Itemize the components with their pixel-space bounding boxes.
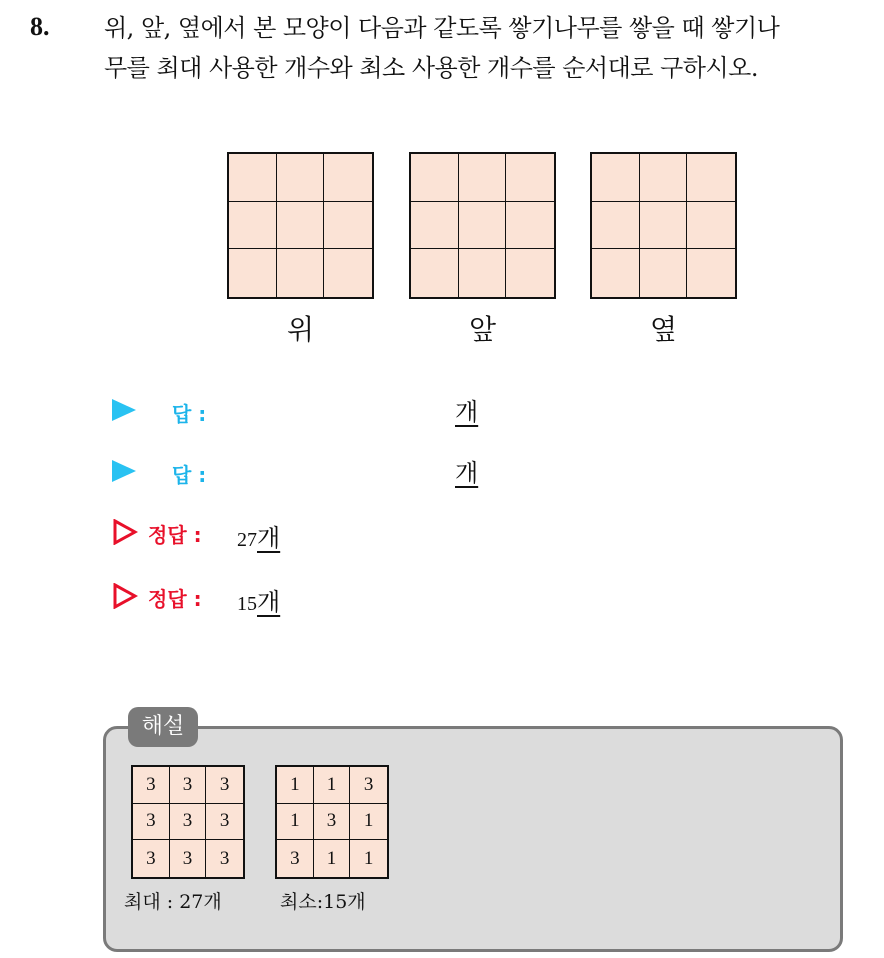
answer-label-2: 답 : xyxy=(172,463,207,487)
question-line-1: 위, 앞, 옆에서 본 모양이 다음과 같도록 쌓기나무를 쌓을 때 쌓기나 xyxy=(104,14,780,42)
max-cell: 3 xyxy=(133,767,170,804)
min-cell: 1 xyxy=(350,804,387,841)
solution-tab: 해설 xyxy=(128,707,198,747)
answer-label-1: 답 : xyxy=(172,402,207,426)
answer-arrow-icon xyxy=(112,460,136,482)
top-view-grid xyxy=(227,152,374,299)
max-cell: 3 xyxy=(206,767,243,804)
max-count-grid xyxy=(131,765,245,879)
max-cell: 3 xyxy=(170,840,207,877)
min-cell: 1 xyxy=(314,840,351,877)
question-text xyxy=(104,8,874,88)
min-cell: 3 xyxy=(277,840,314,877)
correct-answer-1 xyxy=(237,518,280,553)
min-cell: 3 xyxy=(350,767,387,804)
min-cell: 1 xyxy=(314,767,351,804)
answer-arrow-icon xyxy=(112,399,136,421)
correct-arrow-icon xyxy=(112,519,138,545)
correct-answer-2 xyxy=(237,582,280,617)
min-cell: 1 xyxy=(363,847,374,869)
max-cell: 3 xyxy=(133,840,170,877)
min-count-grid xyxy=(275,765,389,879)
max-cell: 3 xyxy=(133,804,170,841)
correct-label-2: 정답 : xyxy=(148,587,202,611)
side-view-grid xyxy=(590,152,737,299)
top-view-label: 위 xyxy=(286,313,315,346)
max-cell: 3 xyxy=(170,767,207,804)
max-caption: 최대 : 27개 xyxy=(124,891,222,913)
min-caption: 최소:15개 xyxy=(280,891,366,913)
side-view-label: 옆 xyxy=(649,313,678,346)
correct-unit-1: 개 xyxy=(257,524,281,552)
correct-arrow-icon xyxy=(112,583,138,609)
question-number: 8. xyxy=(30,12,50,41)
correct-label-1: 정답 : xyxy=(148,523,202,547)
min-cell: 1 xyxy=(277,767,314,804)
correct-value-2: 15 xyxy=(237,593,257,615)
max-cell: 3 xyxy=(206,804,243,841)
answer-unit-2: 개 xyxy=(455,459,479,487)
max-cell: 3 xyxy=(170,804,207,841)
correct-unit-2: 개 xyxy=(257,588,281,616)
answer-unit-1: 개 xyxy=(455,398,479,426)
min-cell: 1 xyxy=(277,804,314,841)
max-cell: 3 xyxy=(219,847,230,869)
front-view-label: 앞 xyxy=(468,313,497,346)
front-view-grid xyxy=(409,152,556,299)
correct-value-1: 27 xyxy=(237,529,257,551)
question-line-2: 무를 최대 사용한 개수와 최소 사용한 개수를 순서대로 구하시오. xyxy=(104,54,758,82)
min-cell: 3 xyxy=(314,804,351,841)
